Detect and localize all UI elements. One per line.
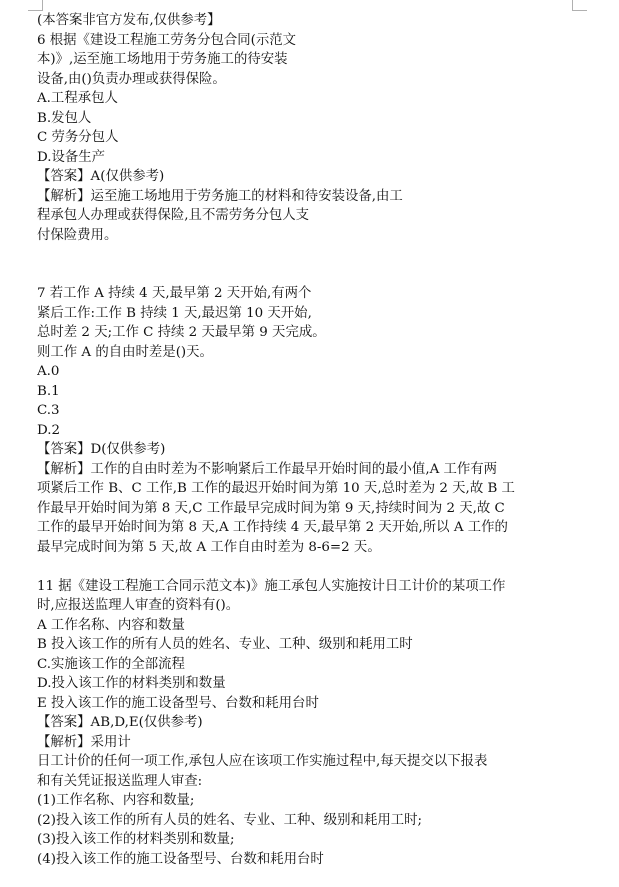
question-text-line: 6 根据《建设工程施工劳务分包合同(示范文 — [37, 32, 297, 48]
question-text-line: 则工作 A 的自由时差是()天。 — [37, 344, 213, 360]
analysis-line: 日工计价的任何一项工作,承包人应在该项工作实施过程中,每天提交以下报表 — [37, 754, 488, 769]
option-a: A.工程承包人 — [37, 91, 118, 106]
analysis-line: 付保险费用。 — [37, 227, 118, 243]
page-corner-mark-right — [572, 0, 587, 11]
analysis-line: 【解析】工作的自由时差为不影响紧后工作最早开始时间的最小值,A 工作有两 — [37, 461, 498, 477]
option-b: B 投入该工作的所有人员的姓名、专业、工种、级别和耗用工时 — [37, 637, 413, 652]
option-b: B.发包人 — [37, 110, 92, 126]
question-text-line: 本)》,运至施工场地用于劳务施工的待安装 — [37, 52, 288, 67]
question-11 — [37, 577, 615, 870]
analysis-line: 【解析】运至施工场地用于劳务施工的材料和待安装设备,由工 — [37, 188, 403, 204]
option-d: D.设备生产 — [37, 149, 106, 165]
answer-line: 【答案】AB,D,E(仅供参考) — [37, 715, 203, 730]
option-c: C.实施该工作的全部流程 — [37, 656, 185, 672]
option-a: A.0 — [37, 364, 60, 379]
question-7 — [37, 284, 615, 557]
analysis-line: 项紧后工作 B、C 工作,B 工作的最迟开始时间为第 10 天,总时差为 2 天,故 B 工 — [37, 481, 515, 496]
option-d: D.投入该工作的材料类别和数量 — [37, 676, 226, 691]
analysis-line: 和有关凭证报送监理人审查: — [37, 773, 203, 789]
document-body — [37, 11, 615, 869]
question-text-line: 总时差 2 天;工作 C 持续 2 天最早第 9 天完成。 — [37, 325, 326, 340]
analysis-line: 工作的最早开始时间为第 8 天,A 工作持续 4 天,最早第 2 天开始,所以 A 工作的 — [37, 520, 508, 535]
analysis-line: 最早完成时间为第 5 天,故 A 工作自由时差为 8-6=2 天。 — [37, 539, 381, 555]
question-6 — [37, 31, 615, 246]
analysis-line: 【解析】采用计 — [37, 734, 131, 750]
blank-space — [37, 245, 615, 284]
analysis-list-item: (2)投入该工作的所有人员的姓名、专业、工种、级别和耗用工时; — [37, 812, 423, 828]
disclaimer-header: (本答案非官方发布,仅供参考】 — [37, 13, 221, 28]
question-text-line: 7 若工作 A 持续 4 天,最早第 2 天开始,有两个 — [37, 286, 312, 301]
option-c: C.3 — [37, 403, 60, 418]
option-b: B.1 — [37, 383, 60, 399]
page-corner-mark-left — [28, 0, 43, 11]
question-text-line: 11 据《建设工程施工合同示范文本)》施工承包人实施按计日工计价的某项工作 — [37, 578, 506, 594]
answer-line: 【答案】A(仅供参考) — [37, 169, 165, 184]
question-text-line: 时,应报送监理人审查的资料有()。 — [37, 598, 240, 613]
option-a: A 工作名称、内容和数量 — [37, 617, 185, 633]
analysis-line: 程承包人办理或获得保险,且不需劳务分包人支 — [37, 208, 310, 223]
analysis-line: 作最早开始时间为第 8 天,C 工作最早完成时间为第 9 天,持续时间为 2 天,故 C — [37, 500, 505, 516]
question-text-line: 紧后工作:工作 B 持续 1 天,最迟第 10 天开始, — [37, 305, 312, 321]
blank-space — [37, 557, 615, 577]
option-e: E 投入该工作的施工设备型号、台数和耗用台时 — [37, 695, 319, 711]
analysis-list-item: (1)工作名称、内容和数量; — [37, 793, 195, 808]
option-d: D.2 — [37, 422, 61, 438]
answer-line: 【答案】D(仅供参考) — [37, 442, 166, 457]
option-c: C 劳务分包人 — [37, 130, 119, 145]
analysis-list-item: (4)投入该工作的施工设备型号、台数和耗用台时 — [37, 851, 324, 867]
question-text-line: 设备,由()负责办理或获得保险。 — [37, 71, 226, 87]
analysis-list-item: (3)投入该工作的材料类别和数量; — [37, 832, 235, 847]
